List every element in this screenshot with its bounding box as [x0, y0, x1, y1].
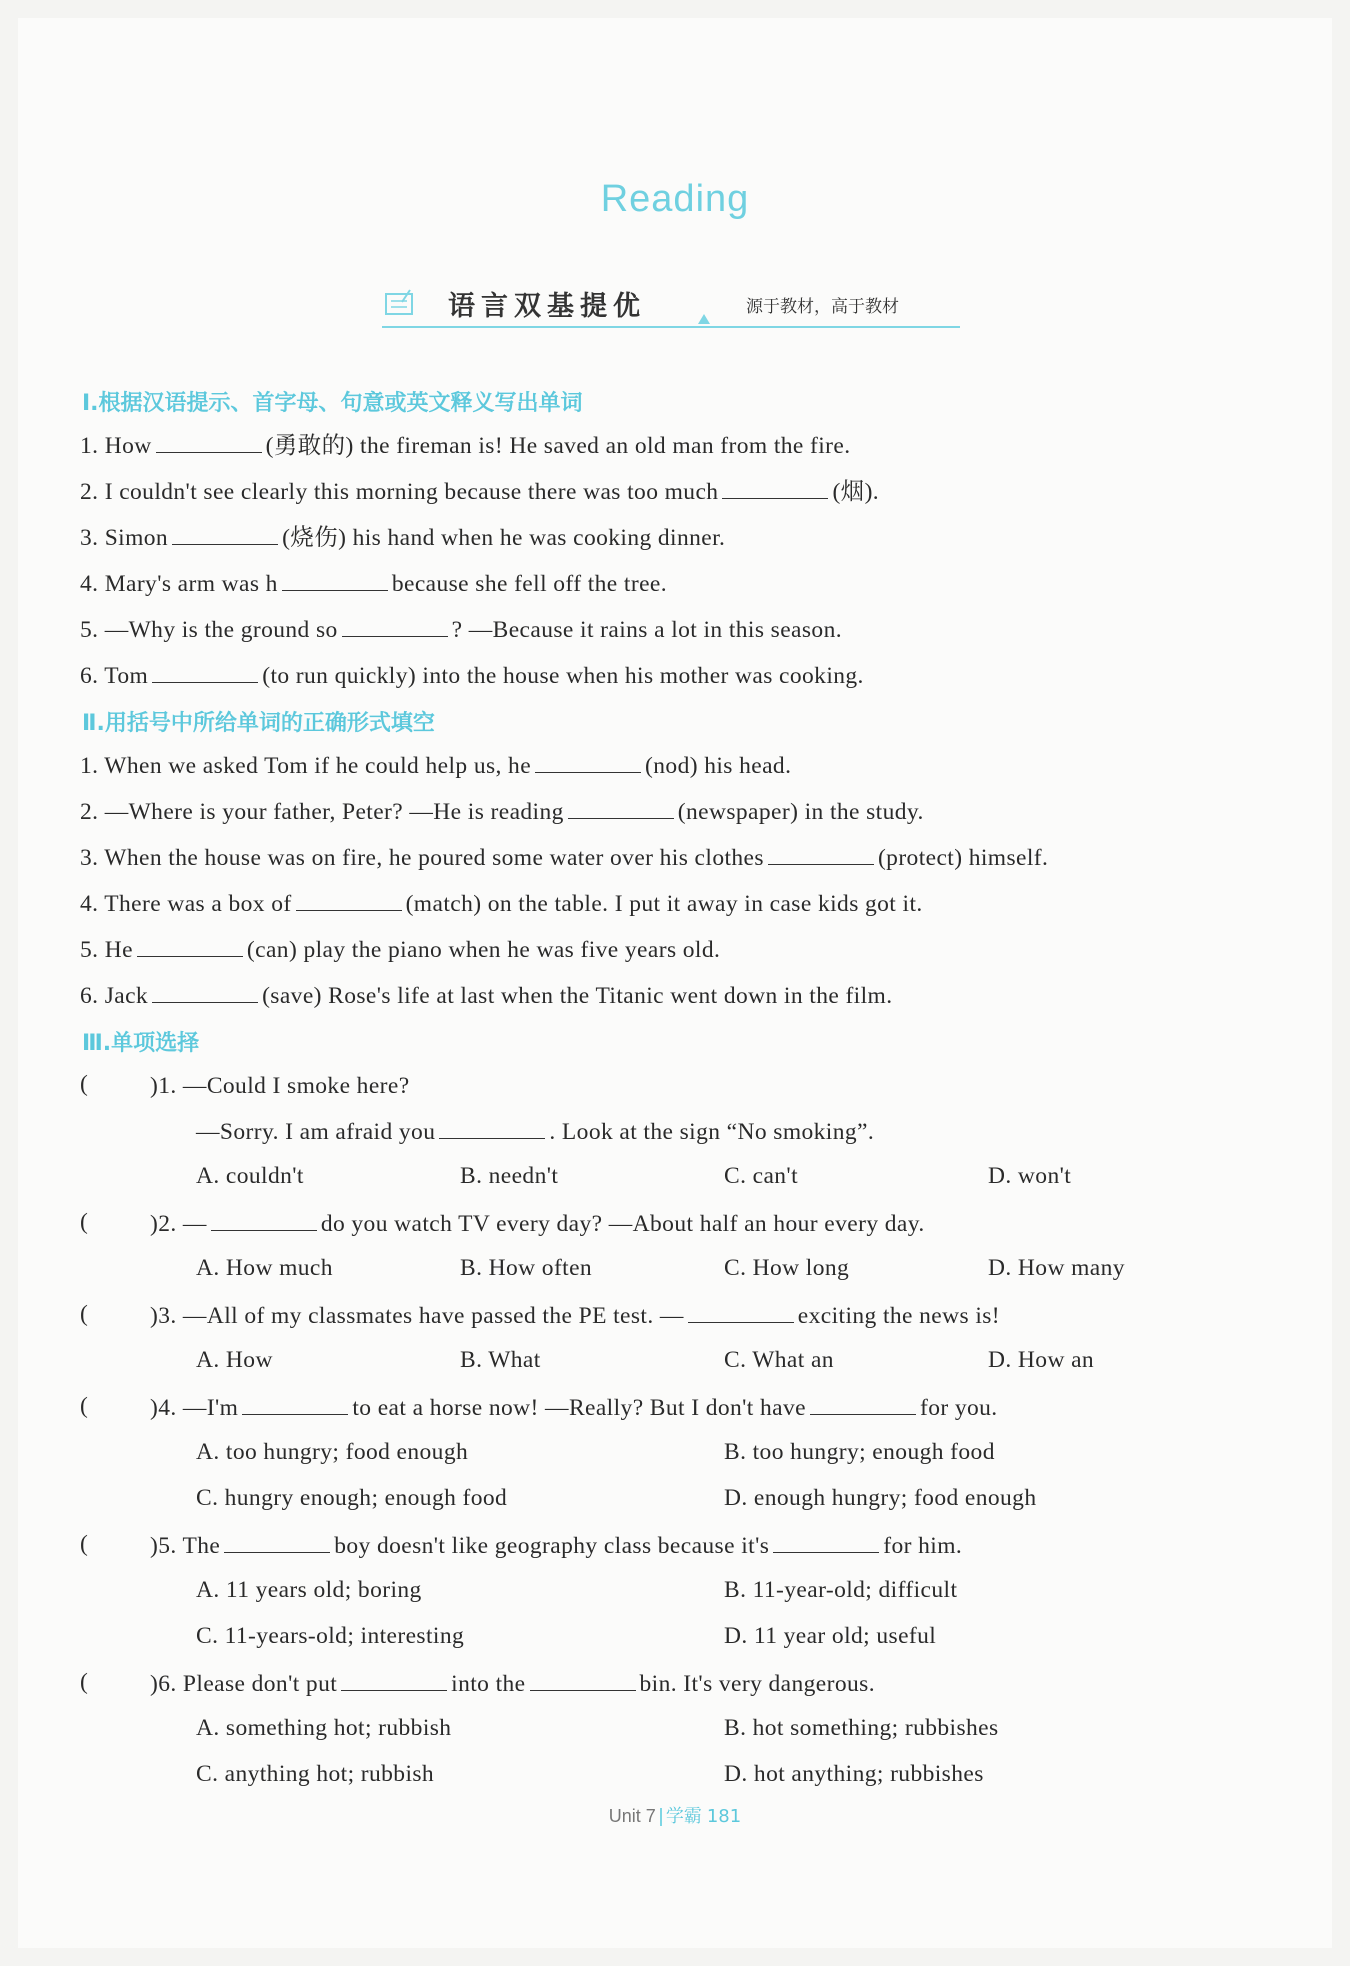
- q5-option-b[interactable]: B. 11-year-old; difficult: [724, 1577, 958, 1603]
- banner-triangle: [698, 314, 710, 324]
- page-number: 181: [706, 1806, 742, 1827]
- q5-option-d[interactable]: D. 11 year old; useful: [724, 1623, 937, 1649]
- answer-blank[interactable]: [688, 1302, 794, 1323]
- q3-option-d[interactable]: D. How an: [988, 1347, 1095, 1373]
- answer-blank[interactable]: [768, 844, 874, 865]
- answer-blank[interactable]: [810, 1394, 916, 1415]
- q2-stem: )2. — do you watch TV every day? —About half an hour every day.: [150, 1211, 925, 1237]
- page-footer: [0, 1802, 1350, 1828]
- answer-blank[interactable]: [152, 982, 258, 1003]
- answer-blank[interactable]: [341, 1670, 447, 1691]
- part2-item-4: 4. There was a box of (match) on the table. I put it away in case kids got it.: [80, 891, 923, 917]
- part2-item-2: 2. —Where is your father, Peter? —He is reading (newspaper) in the study.: [80, 799, 924, 825]
- q6-option-c[interactable]: C. anything hot; rubbish: [196, 1761, 435, 1787]
- notebook-icon: [382, 288, 418, 318]
- part2-item-5: 5. He (can) play the piano when he was five years old.: [80, 937, 721, 963]
- answer-blank[interactable]: [224, 1532, 330, 1553]
- answer-blank[interactable]: [296, 890, 402, 911]
- q2-option-d[interactable]: D. How many: [988, 1255, 1125, 1281]
- part2-item-1: 1. When we asked Tom if he could help us, he (nod) his head.: [80, 753, 792, 779]
- part1-item-1: 1. How (勇敢的) the fireman is! He saved an old man from the fire.: [80, 433, 851, 459]
- part1-item-4: 4. Mary's arm was h because she fell off the tree.: [80, 571, 668, 597]
- answer-blank[interactable]: [530, 1670, 636, 1691]
- section-1-heading: Ⅰ.根据汉语提示、首字母、句意或英文释义写出单词: [82, 391, 583, 416]
- q1-stem: )1. —Could I smoke here?: [150, 1073, 410, 1099]
- q3-option-c[interactable]: C. What an: [724, 1347, 834, 1373]
- answer-blank[interactable]: [439, 1118, 545, 1139]
- q1-option-b[interactable]: B. needn't: [460, 1163, 559, 1189]
- q3-option-b[interactable]: B. What: [460, 1347, 541, 1373]
- q2-option-a[interactable]: A. How much: [196, 1255, 333, 1281]
- answer-blank[interactable]: [211, 1210, 317, 1231]
- q4-stem: )4. —I'm to eat a horse now! —Really? But I don't have for you.: [150, 1395, 998, 1421]
- q1-option-a[interactable]: A. couldn't: [196, 1163, 304, 1189]
- part1-item-3: 3. Simon (烧伤) his hand when he was cooking dinner.: [80, 525, 726, 551]
- q6-option-d[interactable]: D. hot anything; rubbishes: [724, 1761, 984, 1787]
- answer-paren[interactable]: (: [80, 1209, 88, 1235]
- answer-paren[interactable]: (: [80, 1669, 88, 1695]
- q5-stem: )5. The boy doesn't like geography class because it's for him.: [150, 1533, 963, 1559]
- part2-item-3: 3. When the house was on fire, he poured some water over his clothes (protect) himself.: [80, 845, 1049, 871]
- q6-stem: )6. Please don't put into the bin. It's very dangerous.: [150, 1671, 875, 1697]
- answer-blank[interactable]: [242, 1394, 348, 1415]
- part2-item-6: 6. Jack (save) Rose's life at last when the Titanic went down in the film.: [80, 983, 893, 1009]
- answer-paren[interactable]: (: [80, 1301, 88, 1327]
- answer-blank[interactable]: [568, 798, 674, 819]
- banner-title: 语言双基提优: [448, 291, 646, 322]
- q6-option-b[interactable]: B. hot something; rubbishes: [724, 1715, 999, 1741]
- answer-blank[interactable]: [722, 478, 828, 499]
- q2-option-c[interactable]: C. How long: [724, 1255, 850, 1281]
- q4-option-d[interactable]: D. enough hungry; food enough: [724, 1485, 1037, 1511]
- q6-option-a[interactable]: A. something hot; rubbish: [196, 1715, 452, 1741]
- answer-blank[interactable]: [773, 1532, 879, 1553]
- q5-option-a[interactable]: A. 11 years old; boring: [196, 1577, 422, 1603]
- part1-item-2: 2. I couldn't see clearly this morning because there was too much (烟).: [80, 479, 880, 505]
- part1-item-6: 6. Tom (to run quickly) into the house when his mother was cooking.: [80, 663, 864, 689]
- answer-blank[interactable]: [282, 570, 388, 591]
- answer-paren[interactable]: (: [80, 1531, 88, 1557]
- footer-brand: 学霸: [665, 1806, 702, 1827]
- q3-stem: )3. —All of my classmates have passed the PE test. — exciting the news is!: [150, 1303, 1001, 1329]
- q4-option-b[interactable]: B. too hungry; enough food: [724, 1439, 995, 1465]
- answer-paren[interactable]: (: [80, 1393, 88, 1419]
- section-2-heading: Ⅱ.用括号中所给单词的正确形式填空: [82, 711, 435, 736]
- q1-option-c[interactable]: C. can't: [724, 1163, 798, 1189]
- q5-option-c[interactable]: C. 11-years-old; interesting: [196, 1623, 465, 1649]
- page-title: Reading: [600, 178, 750, 220]
- footer-divider: [660, 1808, 662, 1826]
- section-banner: [382, 282, 960, 328]
- q3-option-a[interactable]: A. How: [196, 1347, 273, 1373]
- answer-blank[interactable]: [172, 524, 278, 545]
- q4-option-c[interactable]: C. hungry enough; enough food: [196, 1485, 508, 1511]
- section-3-heading: Ⅲ.单项选择: [82, 1031, 200, 1056]
- answer-blank[interactable]: [152, 662, 258, 683]
- footer-unit: Unit 7: [608, 1806, 656, 1826]
- q4-option-a[interactable]: A. too hungry; food enough: [196, 1439, 469, 1465]
- q1-line2: —Sorry. I am afraid you . Look at the sign “No smoking”.: [196, 1119, 875, 1145]
- banner-subtitle: 源于教材，高于教材: [746, 297, 899, 317]
- q2-option-b[interactable]: B. How often: [460, 1255, 593, 1281]
- answer-blank[interactable]: [156, 432, 262, 453]
- q1-option-d[interactable]: D. won't: [988, 1163, 1072, 1189]
- answer-paren[interactable]: (: [80, 1071, 88, 1097]
- answer-blank[interactable]: [535, 752, 641, 773]
- answer-blank[interactable]: [342, 616, 448, 637]
- answer-blank[interactable]: [137, 936, 243, 957]
- part1-item-5: 5. —Why is the ground so ? —Because it rains a lot in this season.: [80, 617, 842, 643]
